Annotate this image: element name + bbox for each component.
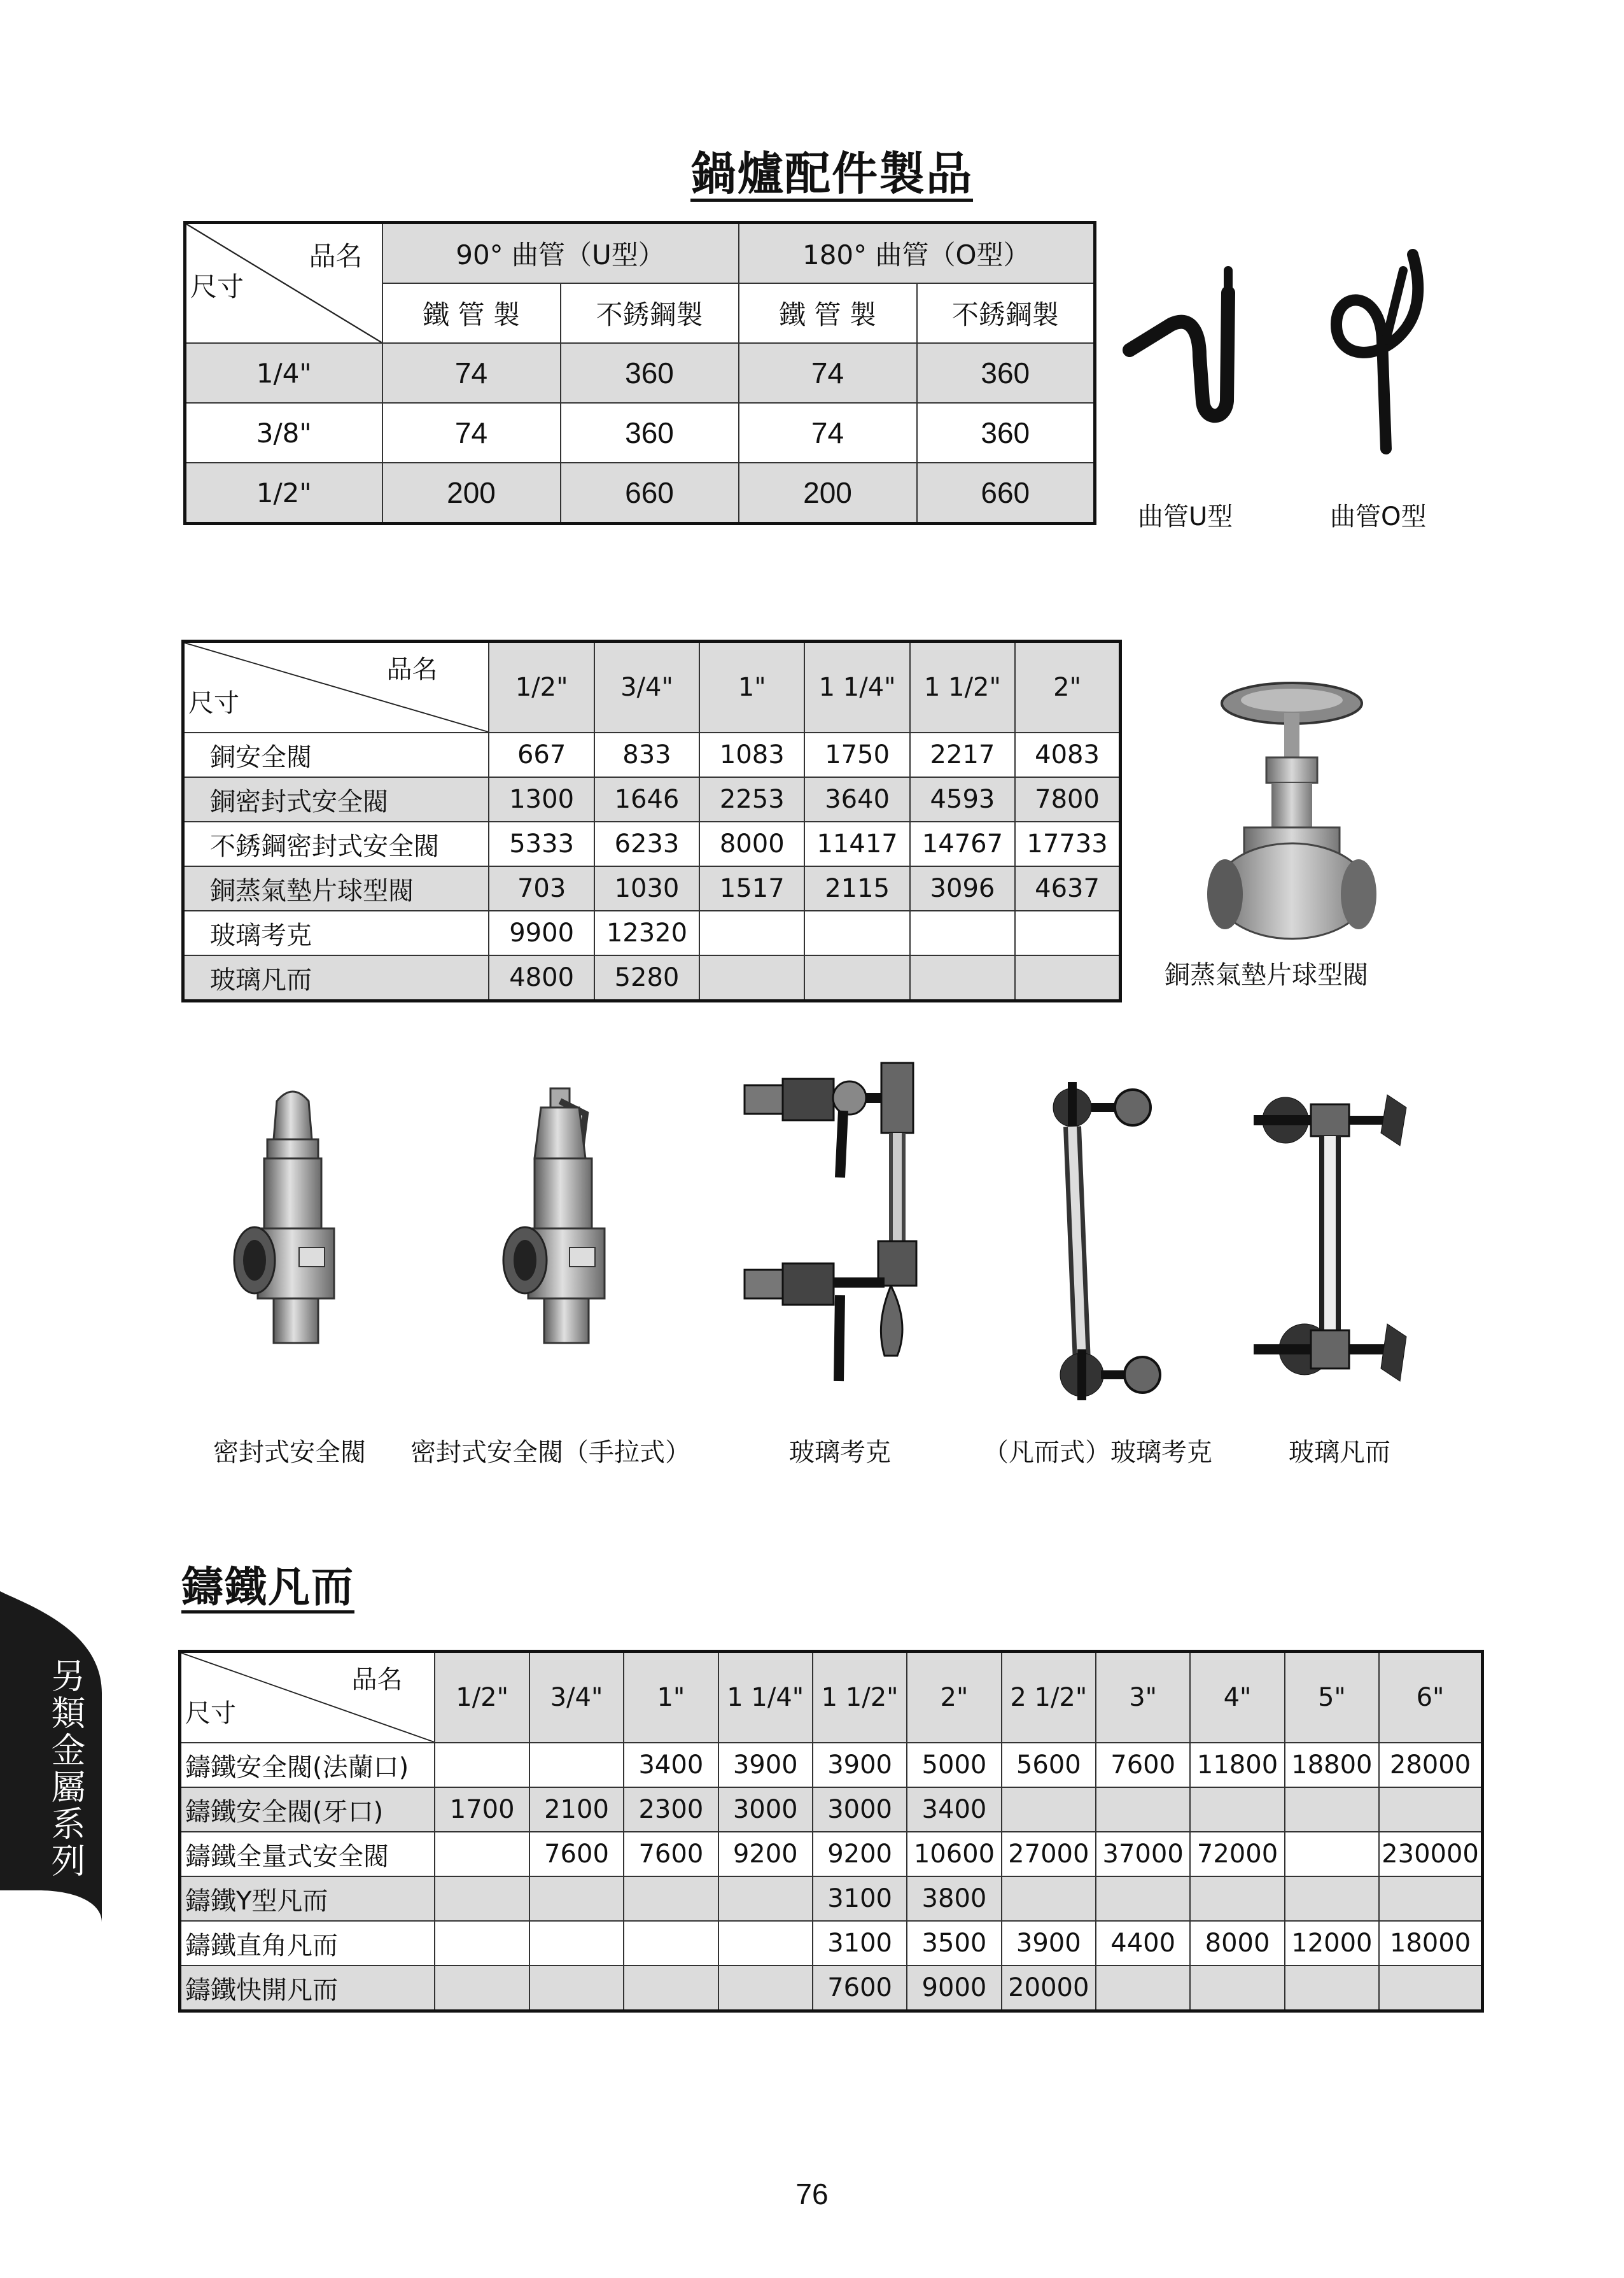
group-header-u: 90° 曲管（U型） <box>382 223 739 284</box>
price-cell: 5333 <box>489 822 594 866</box>
product-name-cell: 銅蒸氣墊片球型閥 <box>183 866 489 911</box>
price-cell: 7600 <box>529 1832 624 1876</box>
price-cell: 4400 <box>1096 1921 1190 1965</box>
table-row <box>185 343 1095 403</box>
price-cell <box>1190 1876 1284 1921</box>
price-cell: 14767 <box>910 822 1015 866</box>
glass-valve-image <box>1247 1069 1432 1400</box>
price-cell: 8000 <box>1190 1921 1284 1965</box>
lever-safety-valve-image <box>490 1082 643 1349</box>
price-cell <box>1285 1965 1379 2011</box>
table-row <box>183 733 1121 777</box>
caption-globe-valve: 銅蒸氣墊片球型閥 <box>1165 960 1368 990</box>
price-cell <box>435 1965 529 2011</box>
price-cell <box>1285 1787 1379 1832</box>
price-cell: 74 <box>382 343 561 403</box>
price-cell: 74 <box>739 343 917 403</box>
price-cell <box>804 911 909 955</box>
corner-product-label: 品名 <box>351 1665 403 1694</box>
price-cell: 10600 <box>907 1832 1001 1876</box>
price-cell: 37000 <box>1096 1832 1190 1876</box>
size-cell: 1/4" <box>185 343 382 403</box>
price-cell: 11800 <box>1190 1743 1284 1787</box>
table-corner-cell <box>183 642 489 733</box>
price-cell: 360 <box>561 343 739 403</box>
caption-u-pipe: 曲管U型 <box>1138 502 1233 531</box>
price-cell <box>1096 1787 1190 1832</box>
price-cell <box>1379 1965 1482 2011</box>
size-header: 1/2" <box>435 1652 529 1743</box>
price-cell: 3500 <box>907 1921 1001 1965</box>
price-cell: 7600 <box>1096 1743 1190 1787</box>
u-pipe-image <box>1114 255 1273 433</box>
price-cell: 3900 <box>1002 1921 1096 1965</box>
product-name-cell: 鑄鐵安全閥(法蘭口) <box>180 1743 435 1787</box>
price-cell <box>910 911 1015 955</box>
table-corner-cell <box>185 223 382 344</box>
price-cell: 12000 <box>1285 1921 1379 1965</box>
size-header: 1/2" <box>489 642 594 733</box>
caption-o-pipe: 曲管O型 <box>1330 502 1427 531</box>
price-cell: 18800 <box>1285 1743 1379 1787</box>
product-name-cell: 玻璃凡而 <box>183 955 489 1001</box>
price-cell <box>435 1876 529 1921</box>
section1-title: 鍋爐配件製品 <box>690 147 974 200</box>
table-row <box>183 777 1121 822</box>
price-cell: 230000 <box>1379 1832 1482 1876</box>
price-cell: 660 <box>561 463 739 524</box>
price-cell <box>1285 1832 1379 1876</box>
price-cell <box>435 1832 529 1876</box>
price-cell <box>804 955 909 1001</box>
price-cell: 18000 <box>1379 1921 1482 1965</box>
price-cell <box>1002 1876 1096 1921</box>
price-cell <box>529 1921 624 1965</box>
price-cell: 4593 <box>910 777 1015 822</box>
price-cell: 3800 <box>907 1876 1001 1921</box>
size-header: 2" <box>1015 642 1120 733</box>
price-cell <box>435 1743 529 1787</box>
price-cell <box>624 1921 718 1965</box>
price-cell: 200 <box>382 463 561 524</box>
caption-glass-valve: 玻璃凡而 <box>1289 1438 1390 1467</box>
caption-lever-safety-valve: 密封式安全閥（手拉式） <box>410 1438 690 1467</box>
price-cell <box>529 1965 624 2011</box>
price-cell: 3000 <box>718 1787 813 1832</box>
table-row <box>180 1743 1483 1787</box>
section3-title: 鑄鐵凡而 <box>181 1563 354 1612</box>
price-cell <box>1190 1965 1284 2011</box>
table-row <box>180 1832 1483 1876</box>
price-cell: 74 <box>382 403 561 463</box>
size-header: 1 1/4" <box>804 642 909 733</box>
globe-valve-image <box>1196 675 1387 955</box>
corner-size-label: 尺寸 <box>188 689 239 718</box>
product-name-cell: 鑄鐵Y型凡而 <box>180 1876 435 1921</box>
corner-size-label: 尺寸 <box>190 271 244 302</box>
price-cell <box>699 955 804 1001</box>
o-pipe-image <box>1311 245 1438 461</box>
price-cell: 11417 <box>804 822 909 866</box>
glass-cock-image <box>738 1050 955 1388</box>
price-cell <box>435 1921 529 1965</box>
table-row <box>180 1965 1483 2011</box>
side-tab-label: 另類金屬系列 <box>46 1658 86 1880</box>
price-cell: 200 <box>739 463 917 524</box>
price-cell: 1646 <box>594 777 699 822</box>
caption-sealed-safety-valve: 密封式安全閥 <box>213 1438 366 1467</box>
price-cell <box>718 1876 813 1921</box>
price-cell: 4083 <box>1015 733 1120 777</box>
table-row <box>180 1787 1483 1832</box>
caption-valve-glass-cock: （凡而式）玻璃考克 <box>983 1438 1212 1467</box>
page-number: 76 <box>795 2177 829 2211</box>
product-name-cell: 鑄鐵全量式安全閥 <box>180 1832 435 1876</box>
price-cell: 9000 <box>907 1965 1001 2011</box>
product-name-cell: 鑄鐵直角凡而 <box>180 1921 435 1965</box>
price-cell: 2253 <box>699 777 804 822</box>
price-cell: 5600 <box>1002 1743 1096 1787</box>
size-header: 3" <box>1096 1652 1190 1743</box>
price-cell <box>1002 1787 1096 1832</box>
price-cell: 667 <box>489 733 594 777</box>
price-cell: 4637 <box>1015 866 1120 911</box>
corner-product-label: 品名 <box>386 655 438 684</box>
table-row <box>180 1921 1483 1965</box>
price-cell <box>529 1743 624 1787</box>
price-cell: 1517 <box>699 866 804 911</box>
table-row <box>183 822 1121 866</box>
sealed-safety-valve-image <box>229 1082 356 1349</box>
size-header: 2 1/2" <box>1002 1652 1096 1743</box>
price-cell <box>1379 1876 1482 1921</box>
valve-glass-cock-image <box>1037 1069 1177 1413</box>
price-cell <box>718 1965 813 2011</box>
table-row <box>185 403 1095 463</box>
price-cell: 9200 <box>813 1832 907 1876</box>
price-cell: 17733 <box>1015 822 1120 866</box>
size-header: 6" <box>1379 1652 1482 1743</box>
price-cell: 1030 <box>594 866 699 911</box>
price-cell: 9200 <box>718 1832 813 1876</box>
price-cell: 3096 <box>910 866 1015 911</box>
price-cell <box>699 911 804 955</box>
table-row <box>183 955 1121 1001</box>
price-cell: 3000 <box>813 1787 907 1832</box>
caption-glass-cock: 玻璃考克 <box>789 1438 891 1467</box>
price-cell: 1083 <box>699 733 804 777</box>
size-header: 1 1/2" <box>910 642 1015 733</box>
price-cell: 74 <box>739 403 917 463</box>
cast-iron-valve-price-table <box>178 1650 1484 2013</box>
price-cell: 5000 <box>907 1743 1001 1787</box>
price-cell <box>624 1876 718 1921</box>
price-cell: 72000 <box>1190 1832 1284 1876</box>
product-name-cell: 銅安全閥 <box>183 733 489 777</box>
price-cell: 28000 <box>1379 1743 1482 1787</box>
price-cell: 3900 <box>718 1743 813 1787</box>
price-cell: 703 <box>489 866 594 911</box>
product-name-cell: 鑄鐵安全閥(牙口) <box>180 1787 435 1832</box>
price-cell: 9900 <box>489 911 594 955</box>
price-cell: 2300 <box>624 1787 718 1832</box>
sub-header: 不銹鋼製 <box>917 283 1095 343</box>
price-cell: 360 <box>917 343 1095 403</box>
price-cell <box>910 955 1015 1001</box>
price-cell: 833 <box>594 733 699 777</box>
table-corner-cell <box>180 1652 435 1743</box>
price-cell <box>1096 1965 1190 2011</box>
price-cell: 7600 <box>624 1832 718 1876</box>
table-row <box>183 866 1121 911</box>
valve-price-table <box>181 640 1122 1002</box>
size-header: 3/4" <box>529 1652 624 1743</box>
size-cell: 3/8" <box>185 403 382 463</box>
size-header: 1" <box>624 1652 718 1743</box>
price-cell: 2115 <box>804 866 909 911</box>
price-cell: 27000 <box>1002 1832 1096 1876</box>
price-cell: 360 <box>917 403 1095 463</box>
price-cell: 12320 <box>594 911 699 955</box>
price-cell: 660 <box>917 463 1095 524</box>
sub-header: 鐵 管 製 <box>739 283 917 343</box>
table-row <box>180 1876 1483 1921</box>
size-header: 2" <box>907 1652 1001 1743</box>
size-header: 1" <box>699 642 804 733</box>
size-header: 4" <box>1190 1652 1284 1743</box>
price-cell: 1300 <box>489 777 594 822</box>
price-cell: 20000 <box>1002 1965 1096 2011</box>
size-header: 5" <box>1285 1652 1379 1743</box>
price-cell: 2100 <box>529 1787 624 1832</box>
size-header: 1 1/2" <box>813 1652 907 1743</box>
table-row <box>183 911 1121 955</box>
table-row <box>185 463 1095 524</box>
size-cell: 1/2" <box>185 463 382 524</box>
price-cell <box>1015 955 1120 1001</box>
product-name-cell: 鑄鐵快開凡而 <box>180 1965 435 2011</box>
size-header: 1 1/4" <box>718 1652 813 1743</box>
corner-product-label: 品名 <box>309 241 363 272</box>
price-cell <box>624 1965 718 2011</box>
price-cell <box>1379 1787 1482 1832</box>
price-cell <box>1015 911 1120 955</box>
sub-header: 鐵 管 製 <box>382 283 561 343</box>
price-cell: 3100 <box>813 1876 907 1921</box>
price-cell: 3640 <box>804 777 909 822</box>
price-cell: 3100 <box>813 1921 907 1965</box>
price-cell: 2217 <box>910 733 1015 777</box>
price-cell: 3400 <box>624 1743 718 1787</box>
price-cell <box>1096 1876 1190 1921</box>
price-cell: 1750 <box>804 733 909 777</box>
price-cell: 3400 <box>907 1787 1001 1832</box>
size-header: 3/4" <box>594 642 699 733</box>
price-cell <box>1285 1876 1379 1921</box>
sub-header: 不銹鋼製 <box>561 283 739 343</box>
curved-pipe-price-table <box>183 221 1096 525</box>
product-name-cell: 玻璃考克 <box>183 911 489 955</box>
price-cell: 7800 <box>1015 777 1120 822</box>
price-cell: 4800 <box>489 955 594 1001</box>
price-cell: 360 <box>561 403 739 463</box>
price-cell: 5280 <box>594 955 699 1001</box>
corner-size-label: 尺寸 <box>185 1699 236 1728</box>
price-cell: 3900 <box>813 1743 907 1787</box>
price-cell: 1700 <box>435 1787 529 1832</box>
product-name-cell: 不銹鋼密封式安全閥 <box>183 822 489 866</box>
price-cell: 8000 <box>699 822 804 866</box>
price-cell: 6233 <box>594 822 699 866</box>
price-cell: 7600 <box>813 1965 907 2011</box>
price-cell <box>529 1876 624 1921</box>
price-cell <box>718 1921 813 1965</box>
product-name-cell: 銅密封式安全閥 <box>183 777 489 822</box>
group-header-o: 180° 曲管（O型） <box>739 223 1095 284</box>
price-cell <box>1190 1787 1284 1832</box>
